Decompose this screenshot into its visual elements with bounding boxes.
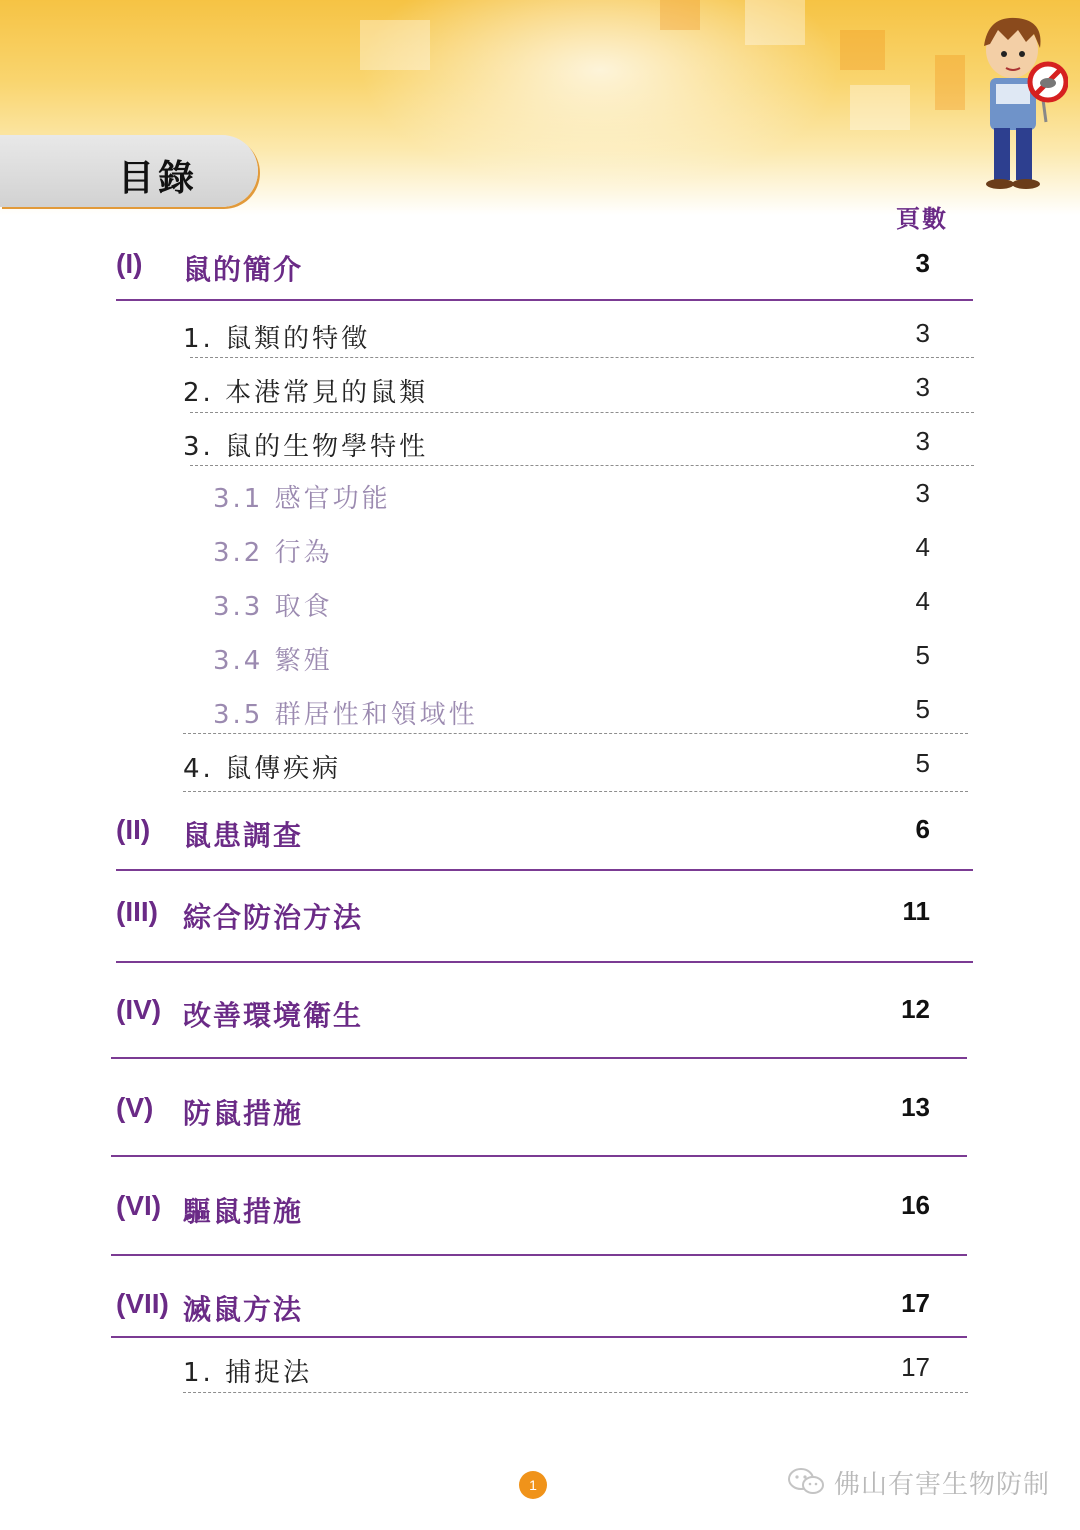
section-page: 16 bbox=[901, 1190, 930, 1220]
subitem-page: 3 bbox=[915, 478, 930, 508]
page-column-label: 頁數 bbox=[896, 205, 948, 233]
section-number: (IV) bbox=[116, 994, 162, 1025]
section-title: 鼠患調查 bbox=[183, 819, 304, 852]
item-divider bbox=[190, 465, 974, 466]
item-page: 3 bbox=[915, 372, 930, 402]
item-page: 17 bbox=[901, 1352, 930, 1382]
item-divider bbox=[190, 357, 974, 358]
subitem-page: 5 bbox=[915, 694, 930, 724]
section-title: 防鼠措施 bbox=[183, 1097, 304, 1130]
subitem-page: 4 bbox=[915, 532, 930, 562]
item-divider bbox=[190, 412, 974, 413]
section-number: (VI) bbox=[116, 1190, 162, 1221]
item-title: 2. 本港常見的鼠類 bbox=[183, 378, 429, 408]
item-divider bbox=[183, 791, 968, 792]
item-page: 3 bbox=[915, 426, 930, 456]
item-page: 3 bbox=[915, 318, 930, 348]
subitem-page: 5 bbox=[915, 640, 930, 670]
section-page: 6 bbox=[915, 814, 930, 844]
item-title: 1. 捕捉法 bbox=[183, 1358, 313, 1388]
section-number: (II) bbox=[116, 814, 151, 845]
section-number: (V) bbox=[116, 1092, 154, 1123]
watermark-text: 佛山有害生物防制 bbox=[834, 1469, 1051, 1500]
banner-decor-square bbox=[360, 20, 430, 70]
banner-decor-square bbox=[660, 0, 700, 30]
page-title: 目錄 bbox=[118, 158, 199, 199]
section-number: (III) bbox=[116, 896, 158, 927]
page-number-badge: 1 bbox=[519, 1471, 547, 1499]
subitem-title: 3.5 群居性和領域性 bbox=[213, 700, 478, 730]
item-page: 5 bbox=[915, 748, 930, 778]
section-divider bbox=[116, 869, 973, 871]
wechat-icon bbox=[786, 1466, 826, 1498]
section-title: 滅鼠方法 bbox=[183, 1293, 304, 1326]
section-title: 鼠的簡介 bbox=[183, 253, 304, 286]
mascot-illustration bbox=[968, 12, 1068, 192]
section-page: 12 bbox=[901, 994, 930, 1024]
subitem-title: 3.3 取食 bbox=[213, 592, 333, 622]
section-page: 13 bbox=[901, 1092, 930, 1122]
section-title: 改善環境衛生 bbox=[183, 999, 364, 1032]
watermark bbox=[786, 1462, 1050, 1502]
item-title: 1. 鼠類的特徵 bbox=[183, 324, 371, 354]
section-divider bbox=[116, 299, 973, 301]
subitem-page: 4 bbox=[915, 586, 930, 616]
section-page: 11 bbox=[902, 896, 930, 926]
banner-decor-square bbox=[935, 55, 965, 110]
section-page: 17 bbox=[901, 1288, 930, 1318]
section-title: 驅鼠措施 bbox=[183, 1195, 304, 1228]
subitem-title: 3.1 感官功能 bbox=[213, 484, 391, 514]
banner-decor-square bbox=[840, 30, 885, 70]
section-number: (VII) bbox=[116, 1288, 169, 1319]
section-divider bbox=[111, 1057, 967, 1059]
subitem-title: 3.4 繁殖 bbox=[213, 646, 333, 676]
banner-decor-square bbox=[745, 0, 805, 45]
section-page: 3 bbox=[915, 248, 930, 278]
section-divider bbox=[111, 1155, 967, 1157]
item-divider bbox=[183, 1392, 968, 1393]
section-number: (I) bbox=[116, 248, 143, 279]
item-divider bbox=[183, 733, 968, 734]
subitem-title: 3.2 行為 bbox=[213, 538, 333, 568]
item-title: 4. 鼠傳疾病 bbox=[183, 754, 342, 784]
section-divider bbox=[116, 961, 973, 963]
item-title: 3. 鼠的生物學特性 bbox=[183, 432, 429, 462]
section-divider bbox=[111, 1254, 967, 1256]
section-title: 綜合防治方法 bbox=[183, 901, 364, 934]
section-divider bbox=[111, 1336, 967, 1338]
banner-decor-square bbox=[850, 85, 910, 130]
